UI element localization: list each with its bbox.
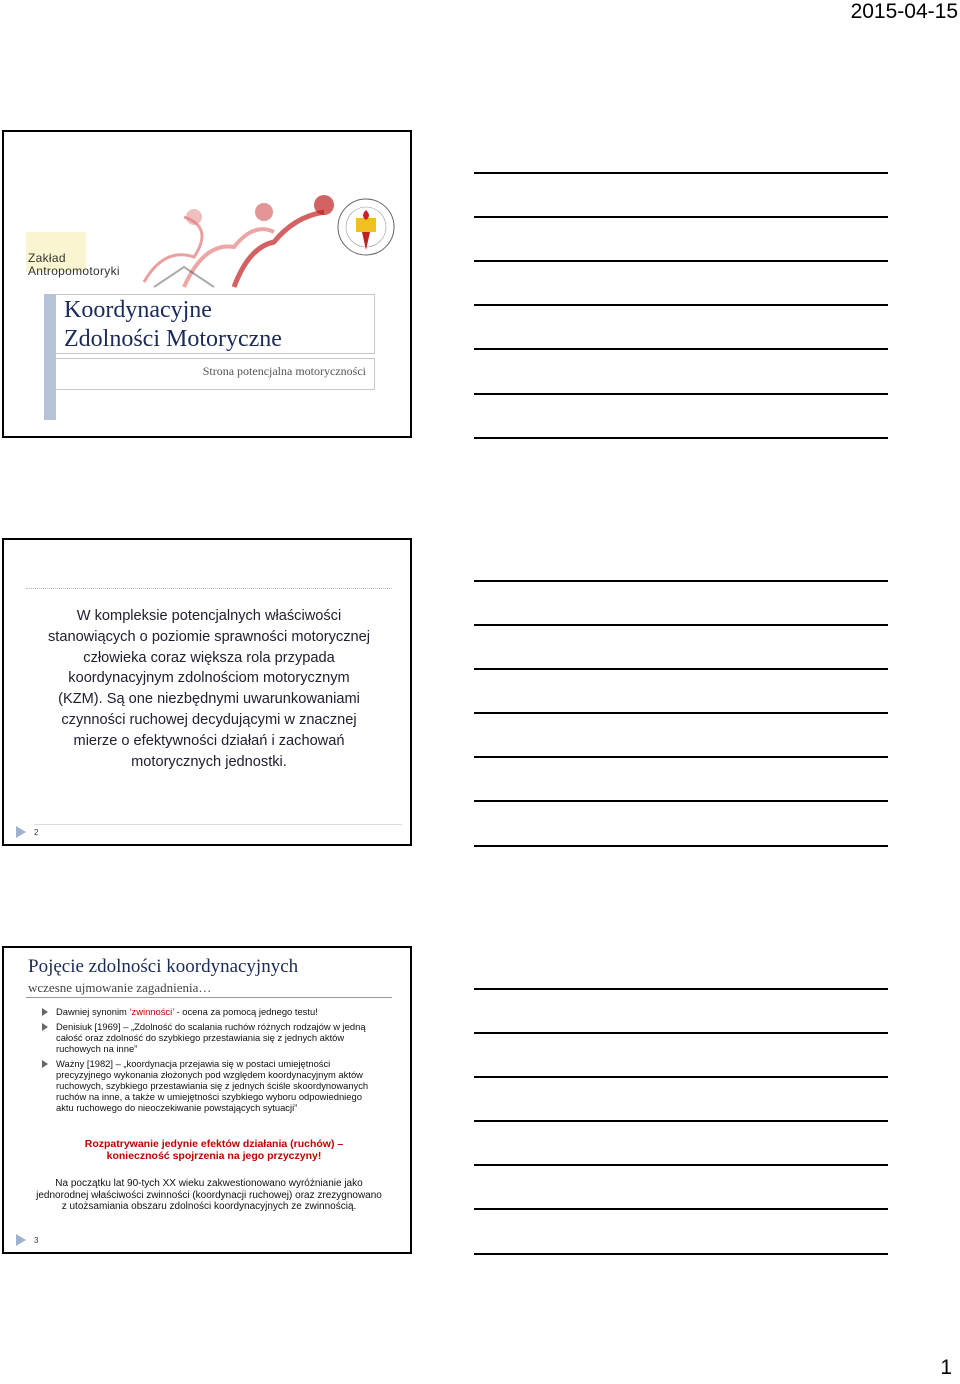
slide-title: [64, 296, 282, 354]
logo-line-1: Zakład: [28, 251, 66, 265]
note-line: [474, 845, 888, 847]
emphasis-line-2: konieczność spojrzenia na jego przyczyny!: [106, 1150, 322, 1162]
slide-number: 2: [34, 828, 39, 837]
slide-body-text: W kompleksie potencjalnych właściwości stanowiących o poziomie sprawności motorycznej człowieka coraz większa rola przypada koordynacyjnym zdolnościom motorycznym (KZM). Są one niezbędnymi uwarunkowaniami czynności ruchowej decydującymi w znacznej mierze o efektywności działań i zachowań motorycznych jednostki.: [47, 608, 370, 770]
emphasis-line-1: Rozpatrywanie jedynie efektów działania (ruchów) –: [84, 1138, 344, 1150]
title-line-1: Koordynacyjne: [64, 297, 212, 323]
note-line: [474, 624, 888, 626]
title-line-2: Zdolności Motoryczne: [64, 326, 282, 352]
logo-line-2: Antropomotoryki: [28, 264, 120, 278]
bullet-icon: [42, 1023, 48, 1031]
note-line: [474, 348, 888, 350]
runners-illustration: [124, 187, 344, 292]
note-line: [474, 1208, 888, 1210]
slide-title: Pojęcie zdolności koordynacyjnych: [28, 956, 299, 977]
slide-2: [2, 538, 412, 846]
title-accent-bar: [44, 294, 56, 420]
conclusion-text: Na początku lat 90-tych XX wieku zakwestionowano wyróżnianie jako jednorodnej właściwości zwinności (koordynacji ruchowej) oraz zrezygnowano z utożsamiania obszaru zdolności koordynacyjnych ze zwinnością.: [36, 1178, 382, 1212]
highlight-text: ‘zwinności’: [129, 1006, 174, 1017]
note-line: [474, 260, 888, 262]
slide-3: [2, 946, 412, 1254]
footer-divider: [34, 824, 402, 825]
note-line: [474, 580, 888, 582]
note-line: [474, 1076, 888, 1078]
note-line: [474, 437, 888, 439]
document-date: 2015-04-15: [850, 0, 958, 23]
header-divider: [26, 588, 392, 589]
list-item: [42, 1058, 372, 1113]
title-divider: [26, 997, 392, 998]
note-line: [474, 1120, 888, 1122]
slide-number: 3: [34, 1236, 39, 1245]
note-line: [474, 1253, 888, 1255]
note-line: [474, 1032, 888, 1034]
slide-subtitle: Strona potencjalna motoryczności: [202, 364, 366, 378]
note-line: [474, 756, 888, 758]
note-line: [474, 712, 888, 714]
list-item: [42, 1006, 372, 1017]
slide-1: [2, 130, 412, 438]
awf-logo: [334, 192, 398, 262]
note-line: [474, 800, 888, 802]
bullet-text: - ocena za pomocą jednego testu!: [173, 1006, 318, 1017]
emphasis-text: [44, 1138, 384, 1162]
bullet-text: Dawniej synonim: [56, 1006, 130, 1017]
note-line: [474, 216, 888, 218]
note-line: [474, 393, 888, 395]
list-item: [42, 1021, 372, 1054]
note-line: [474, 172, 888, 174]
note-line: [474, 668, 888, 670]
bullet-icon: [42, 1060, 48, 1068]
page-number: 1: [940, 1356, 952, 1379]
slide-marker-icon: [16, 826, 26, 838]
note-line: [474, 988, 888, 990]
note-line: [474, 1164, 888, 1166]
slide-subtitle: wczesne ujmowanie zagadnienia…: [28, 980, 212, 995]
department-logo: [28, 252, 120, 278]
bullet-list: [42, 1006, 372, 1117]
bullet-text: Ważny [1982] – „koordynacja przejawia się w postaci umiejętności precyzyjnego wykonania złożonych pod względem koordynacyjnym aktów ruchowych, szybkiego przestawiania się z jednych ściśle skoordynowanych ruchów na inne, a także w umiejętności szybkiego wyboru odpowiedniego aktu ruchowego do nieoczekiwanie powstających sytuacji”: [56, 1058, 369, 1113]
note-line: [474, 304, 888, 306]
slide-marker-icon: [16, 1234, 26, 1246]
bullet-text: Denisiuk [1969] – „Zdolność do scalania ruchów różnych rodzajów w jedną całość oraz zdolność do szybkiego przestawiania się z jednych aktów ruchowych na inne”: [56, 1021, 366, 1054]
bullet-icon: [42, 1008, 48, 1016]
